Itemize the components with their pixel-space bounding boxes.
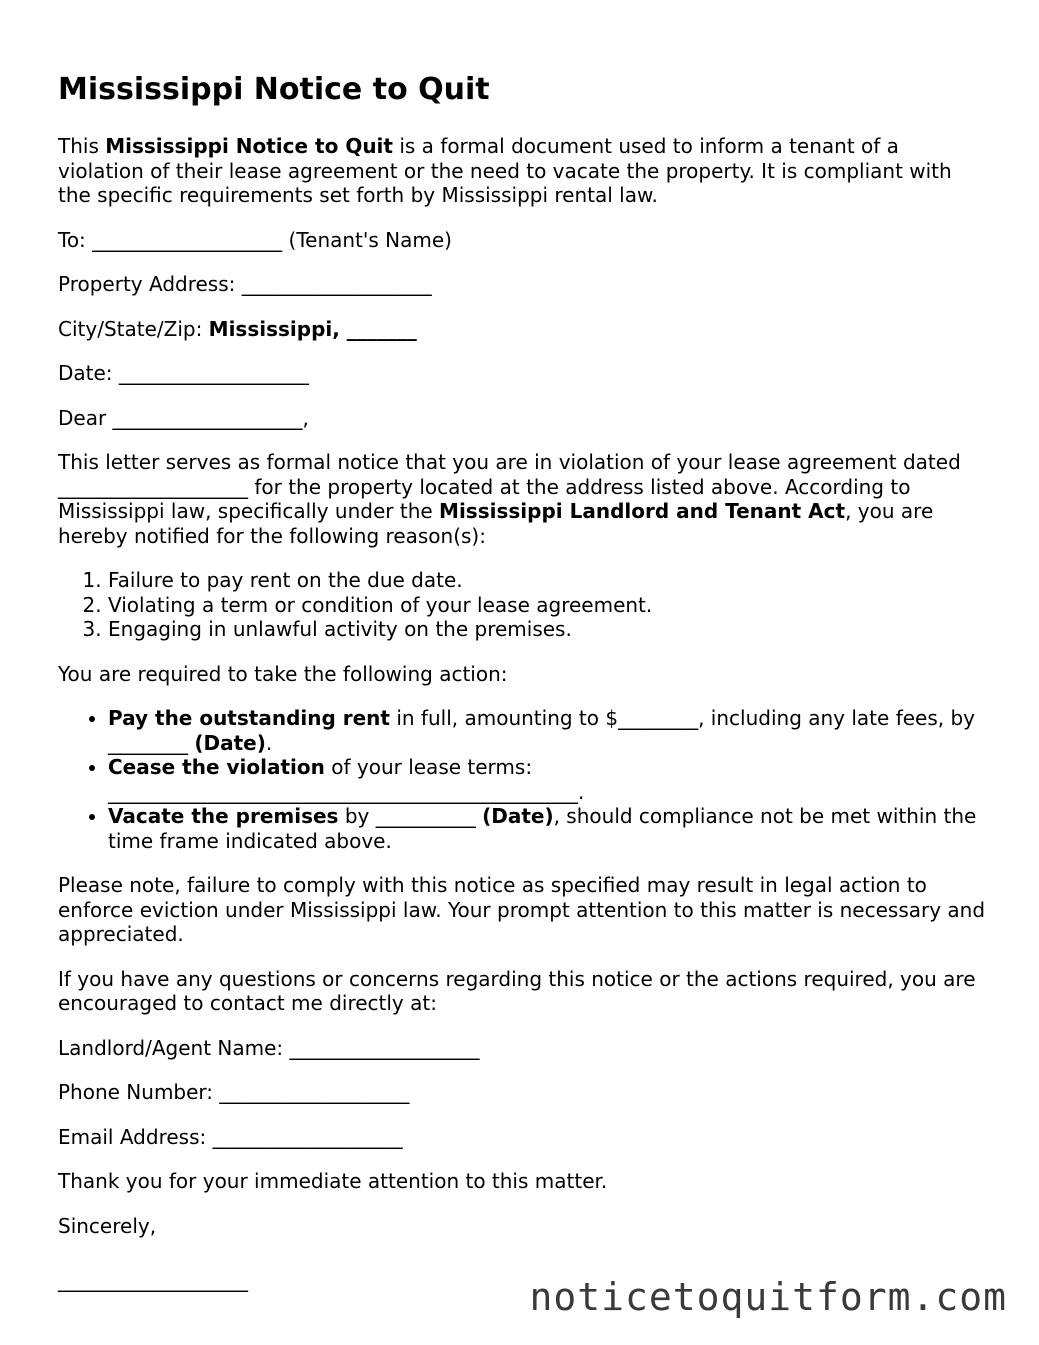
list-item: 2. Violating a term or condition of your lease agreement. xyxy=(108,593,988,618)
pay-rent-period: . xyxy=(265,730,273,755)
landlord-name-line xyxy=(58,1036,988,1061)
vacate-premises-text: by __________ xyxy=(338,804,483,828)
property-address-line xyxy=(58,272,988,297)
action-intro: You are required to take the following action: xyxy=(58,661,508,686)
city-state-zip-label: City/State/Zip: xyxy=(58,316,209,341)
pay-rent-bold: Pay the outstanding rent xyxy=(108,706,390,730)
property-address-blank: ___________________ xyxy=(241,272,432,296)
pay-rent-date-bold: (Date) xyxy=(194,730,266,755)
tenant-name-blank: ___________________ xyxy=(92,227,283,252)
action-pay-rent xyxy=(108,706,988,755)
list-item: 1. Failure to pay rent on the due date. xyxy=(108,568,988,593)
landlord-name-blank: ___________________ xyxy=(289,1035,480,1060)
intro-paragraph xyxy=(58,134,988,208)
pay-rent-text: in full, amounting to $________, including any late fees, by ________ xyxy=(108,706,976,755)
intro-text-post: is a formal document used to inform a tenant of a violation of their lease agreement or the need to vacate the property. It is compliant with the specific requirements set forth by Mississippi rental law. xyxy=(58,134,952,207)
salutation-line xyxy=(58,406,988,431)
closing-line: Sincerely, xyxy=(58,1213,157,1238)
actions-list xyxy=(58,706,988,853)
signature-blank: ___________________ xyxy=(58,1268,248,1292)
city-state-zip-value: Mississippi, _______ xyxy=(208,316,417,341)
tenant-name-hint: (Tenant's Name) xyxy=(282,227,452,252)
email-address-blank: ___________________ xyxy=(212,1124,403,1149)
to-label: To: xyxy=(58,227,93,252)
cease-violation-text: of your lease terms: _______________________________________________. xyxy=(108,755,585,804)
action-vacate-premises xyxy=(108,804,988,853)
property-address-label: Property Address: xyxy=(58,272,242,296)
phone-number-blank: ___________________ xyxy=(219,1080,410,1104)
phone-number-line xyxy=(58,1080,988,1105)
landlord-name-label: Landlord/Agent Name: xyxy=(58,1035,290,1060)
date-line xyxy=(58,361,988,386)
date-blank: ___________________ xyxy=(118,361,309,385)
tenant-name-line xyxy=(58,228,988,253)
document-title: Mississippi Notice to Quit xyxy=(58,72,490,107)
intro-text-bold: Mississippi Notice to Quit xyxy=(105,134,393,158)
intro-text-pre: This xyxy=(58,134,106,158)
watermark: noticetoquitform.com xyxy=(529,1275,1007,1319)
email-address-label: Email Address: xyxy=(58,1124,213,1149)
list-item: 3. Engaging in unlawful activity on the premises. xyxy=(108,617,988,642)
dear-label: Dear xyxy=(58,405,113,430)
notice-paragraph xyxy=(58,450,988,548)
notice-text-pre: This letter serves as formal notice that you are in violation of your lease agreement dated ___________________ for the property located at the address listed above. According to Mississippi law, specifically under the xyxy=(58,450,961,523)
dear-blank: ___________________ xyxy=(112,405,303,430)
date-label: Date: xyxy=(58,361,119,385)
reasons-list xyxy=(58,568,988,642)
dear-comma: , xyxy=(302,405,309,430)
notice-text-bold: Mississippi Landlord and Tenant Act xyxy=(439,499,846,523)
vacate-premises-text-post: , should compliance not be met within the time frame indicated above. xyxy=(108,804,977,853)
email-address-line xyxy=(58,1125,988,1150)
city-state-zip-line xyxy=(58,317,988,342)
phone-number-label: Phone Number: xyxy=(58,1080,220,1104)
thanks-line: Thank you for your immediate attention to this matter. xyxy=(58,1169,608,1193)
contact-intro: If you have any questions or concerns regarding this notice or the actions required, you are encouraged to contact me directly at: xyxy=(58,966,976,1015)
notice-text-post: , you are hereby notified for the following reason(s): xyxy=(58,499,934,548)
vacate-date-bold: (Date) xyxy=(482,804,554,828)
warning-paragraph: Please note, failure to comply with this notice as specified may result in legal action to enforce eviction under Mississippi law. Your prompt attention to this matter is necessary and appreciated. xyxy=(58,873,986,946)
vacate-premises-bold: Vacate the premises xyxy=(108,804,339,828)
document-page xyxy=(58,72,988,1313)
cease-violation-bold: Cease the violation xyxy=(108,755,325,779)
action-cease-violation xyxy=(108,755,988,804)
